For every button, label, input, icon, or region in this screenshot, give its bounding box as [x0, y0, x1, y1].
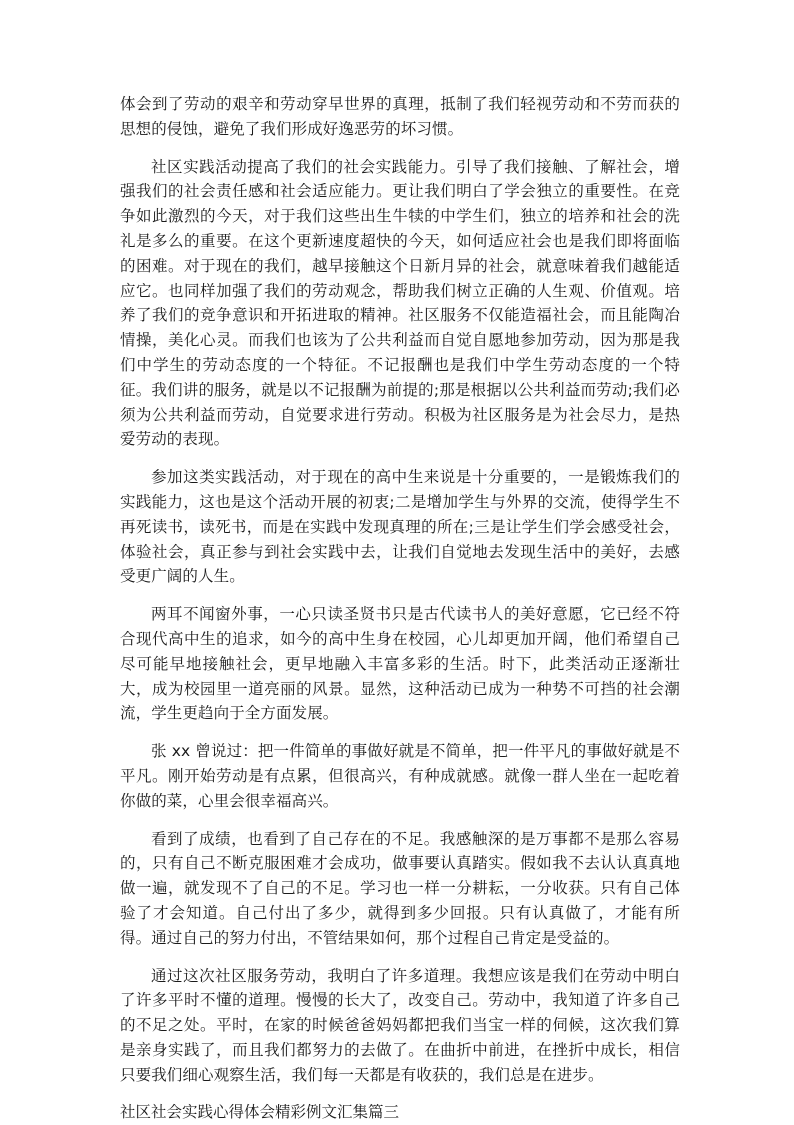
- paragraph-1: 体会到了劳动的艰辛和劳动穿早世界的真理，抵制了我们轻视劳动和不劳而获的思想的侵蚀，避免了我们形成好逸恶劳的坏习惯。: [120, 95, 680, 138]
- section-heading: 社区社会实践心得体会精彩例文汇集篇三: [120, 1103, 400, 1122]
- paragraph-7: 通过这次社区服务劳动，我明白了许多道理。我想应该是我们在劳动中明白了许多平时不懂的道理。慢慢的长大了，改变自己。劳动中，我知道了许多自己的不足之处。平时，在家的时候爸爸妈妈都把我们当宝一样的伺候，这次我们算是亲身实践了，而且我们都努力的去做了。在曲折中前进，在挫折中成长，相信只要我们细心观察生活，我们每一天都是有收获的，我们总是在进步。: [120, 966, 680, 1084]
- document-body: [120, 92, 680, 1125]
- paragraph-3: 参加这类实践活动，对于现在的高中生来说是十分重要的，一是锻炼我们的实践能力，这也是这个活动开展的初衷;二是增加学生与外界的交流，使得学生不再死读书，读死书，而是在实践中发现真理的所在;三是让学生们学会感受社会，体验社会，真正参与到社会实践中去，让我们自觉地去发现生活中的美好，去感受更广阔的人生。: [120, 468, 680, 586]
- paragraph-5: 张 xx 曾说过：把一件简单的事做好就是不简单，把一件平凡的事做好就是不平凡。刚开始劳动是有点累，但很高兴，有种成就感。就像一群人坐在一起吃着你做的菜，心里会很幸福高兴。: [120, 742, 680, 810]
- paragraph-6: 看到了成绩，也看到了自己存在的不足。我感触深的是万事都不是那么容易的，只有自己不断克服困难才会成功，做事要认真踏实。假如我不去认认真真地做一遍，就发现不了自己的不足。学习也一样一分耕耘，一分收获。只有自己体验了才会知道。自己付出了多少，就得到多少回报。只有认真做了，才能有所得。通过自己的努力付出，不管结果如何，那个过程自己肯定是受益的。: [120, 829, 680, 947]
- paragraph-4: 两耳不闻窗外事，一心只读圣贤书只是古代读书人的美好意愿，它已经不符合现代高中生的追求，如今的高中生身在校园，心儿却更加开阔，他们希望自己尽可能早地接触社会，更早地融入丰富多彩的生活。时下，此类活动正逐渐壮大，成为校园里一道亮丽的风景。显然，这种活动已成为一种势不可挡的社会潮流，学生更趋向于全方面发展。: [120, 605, 680, 723]
- paragraph-2: 社区实践活动提高了我们的社会实践能力。引导了我们接触、了解社会，增强我们的社会责任感和社会适应能力。更让我们明白了学会独立的重要性。在竞争如此激烈的今天，对于我们这些出生牛犊的中学生们，独立的培养和社会的洗礼是多么的重要。在这个更新速度超快的今天，如何适应社会也是我们即将面临的困难。对于现在的我们，越早接触这个日新月异的社会，就意味着我们越能适应它。也同样加强了我们的劳动观念，帮助我们树立正确的人生观、价值观。培养了我们的竞争意识和开拓进取的精神。社区服务不仅能造福社会，而且能陶冶情操，美化心灵。而我们也该为了公共利益而自觉自愿地参加劳动，因为那是我们中学生的劳动态度的一个特征。不记报酬也是我们中学生劳动态度的一个特征。我们讲的服务，就是以不记报酬为前提的;那是根据以公共利益而劳动;我们必须为公共利益而劳动，自觉要求进行劳动。积极为社区服务是为社会尽力，是热爱劳动的表现。: [120, 157, 680, 449]
